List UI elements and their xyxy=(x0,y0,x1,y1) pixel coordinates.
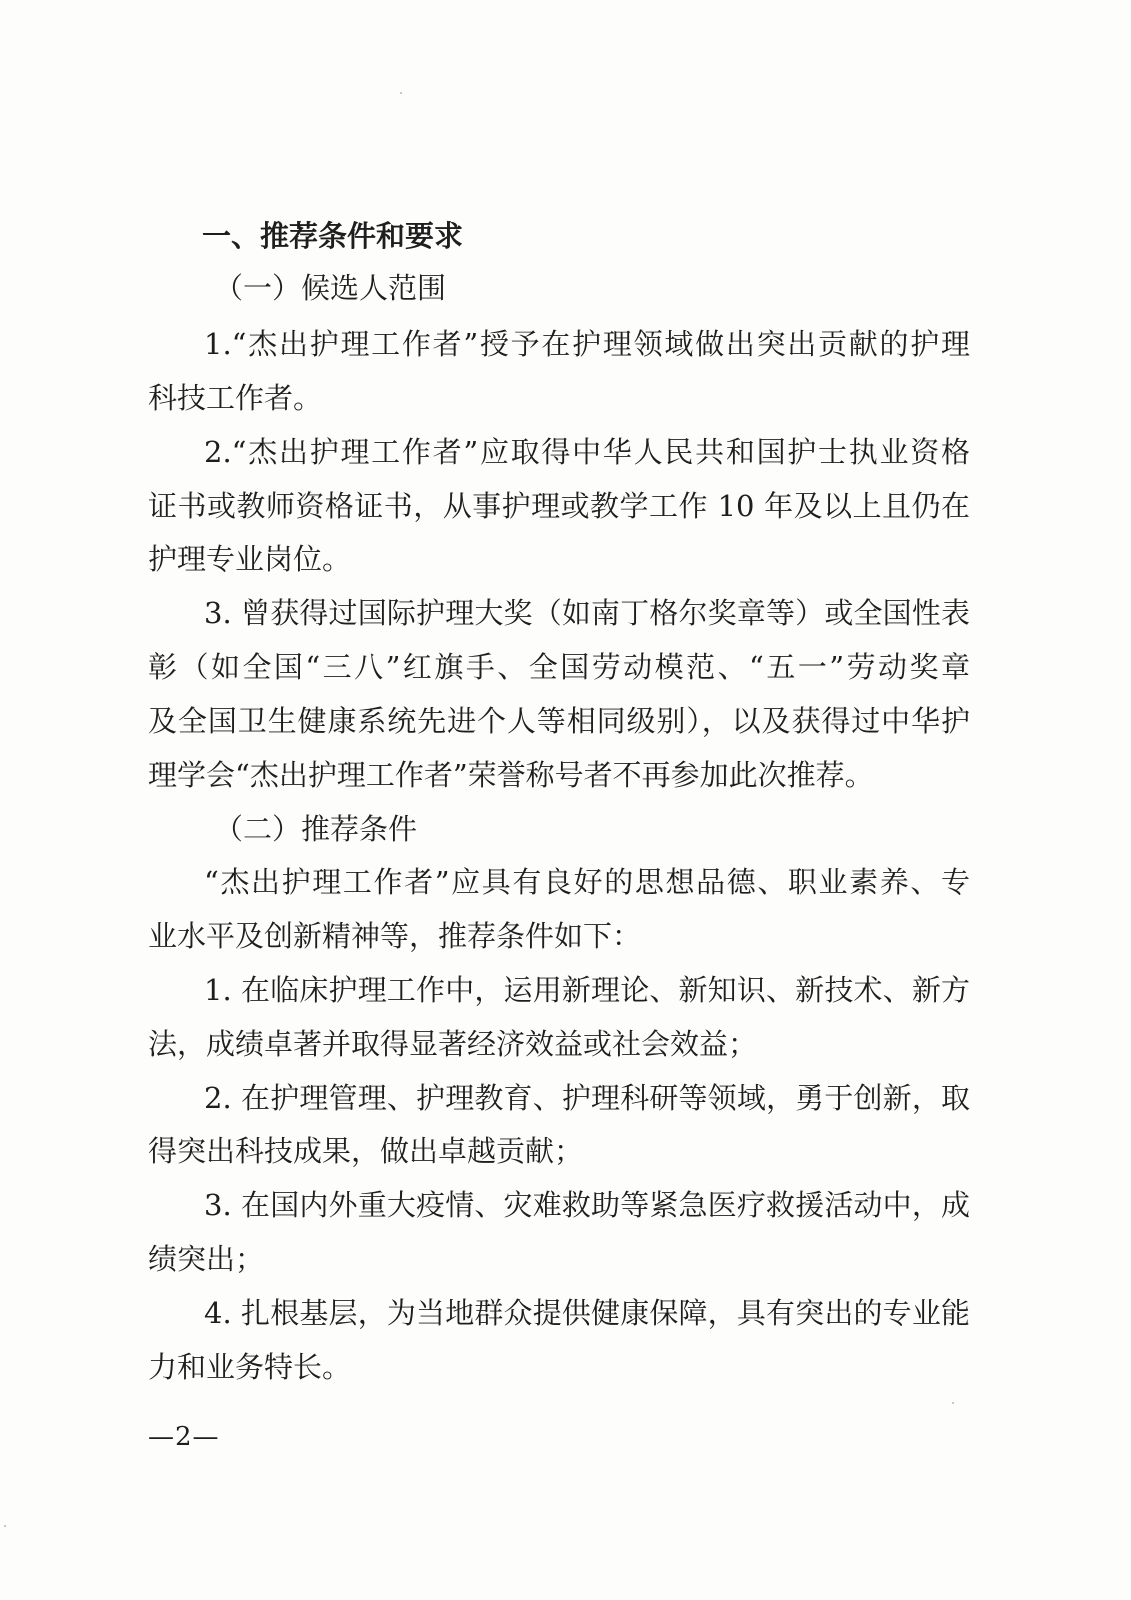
paragraph-line: 3. 曾获得过国际护理大奖（如南丁格尔奖章等）或全国性表 xyxy=(204,596,970,630)
paragraph-line: 及全国卫生健康系统先进个人等相同级别），以及获得过中华护 xyxy=(148,704,970,738)
section-heading: 一、推荐条件和要求 xyxy=(202,219,464,253)
paragraph-line: 理学会“杰出护理工作者”荣誉称号者不再参加此次推荐。 xyxy=(148,758,874,792)
paragraph-line: “杰出护理工作者”应具有良好的思想品德、职业素养、专 xyxy=(204,865,970,899)
paragraph-line: 1. 在临床护理工作中，运用新理论、新知识、新技术、新方 xyxy=(204,973,970,1007)
paragraph-line: 护理专业岗位。 xyxy=(148,542,352,576)
paragraph-line: 绩突出； xyxy=(148,1242,265,1276)
page-number: —2— xyxy=(148,1422,220,1452)
scan-speck xyxy=(400,92,402,94)
subsection-heading-recommendation-conditions: （二）推荐条件 xyxy=(214,812,418,846)
paragraph-line: 业水平及创新精神等，推荐条件如下： xyxy=(148,919,642,953)
paragraph-line: 1.“杰出护理工作者”授予在护理领域做出突出贡献的护理 xyxy=(204,327,970,361)
paragraph-line: 力和业务特长。 xyxy=(148,1350,352,1384)
paragraph-line: 证书或教师资格证书，从事护理或教学工作 10 年及以上且仍在 xyxy=(148,489,970,523)
subsection-heading-candidate-scope: （一）候选人范围 xyxy=(214,271,447,305)
scan-speck xyxy=(4,1525,6,1527)
paragraph-line: 彰（如全国“三八”红旗手、全国劳动模范、“五一”劳动奖章 xyxy=(148,650,970,684)
paragraph-line: 2. 在护理管理、护理教育、护理科研等领域，勇于创新，取 xyxy=(204,1081,970,1115)
paragraph-line: 法，成绩卓著并取得显著经济效益或社会效益； xyxy=(148,1027,758,1061)
paragraph-line: 4. 扎根基层，为当地群众提供健康保障，具有突出的专业能 xyxy=(204,1296,970,1330)
paragraph-line: 得突出科技成果，做出卓越贡献； xyxy=(148,1134,584,1168)
scan-speck xyxy=(952,1402,954,1404)
paragraph-line: 2.“杰出护理工作者”应取得中华人民共和国护士执业资格 xyxy=(204,435,970,469)
paragraph-line: 3. 在国内外重大疫情、灾难救助等紧急医疗救援活动中，成 xyxy=(204,1188,970,1222)
paragraph-line: 科技工作者。 xyxy=(148,381,323,415)
